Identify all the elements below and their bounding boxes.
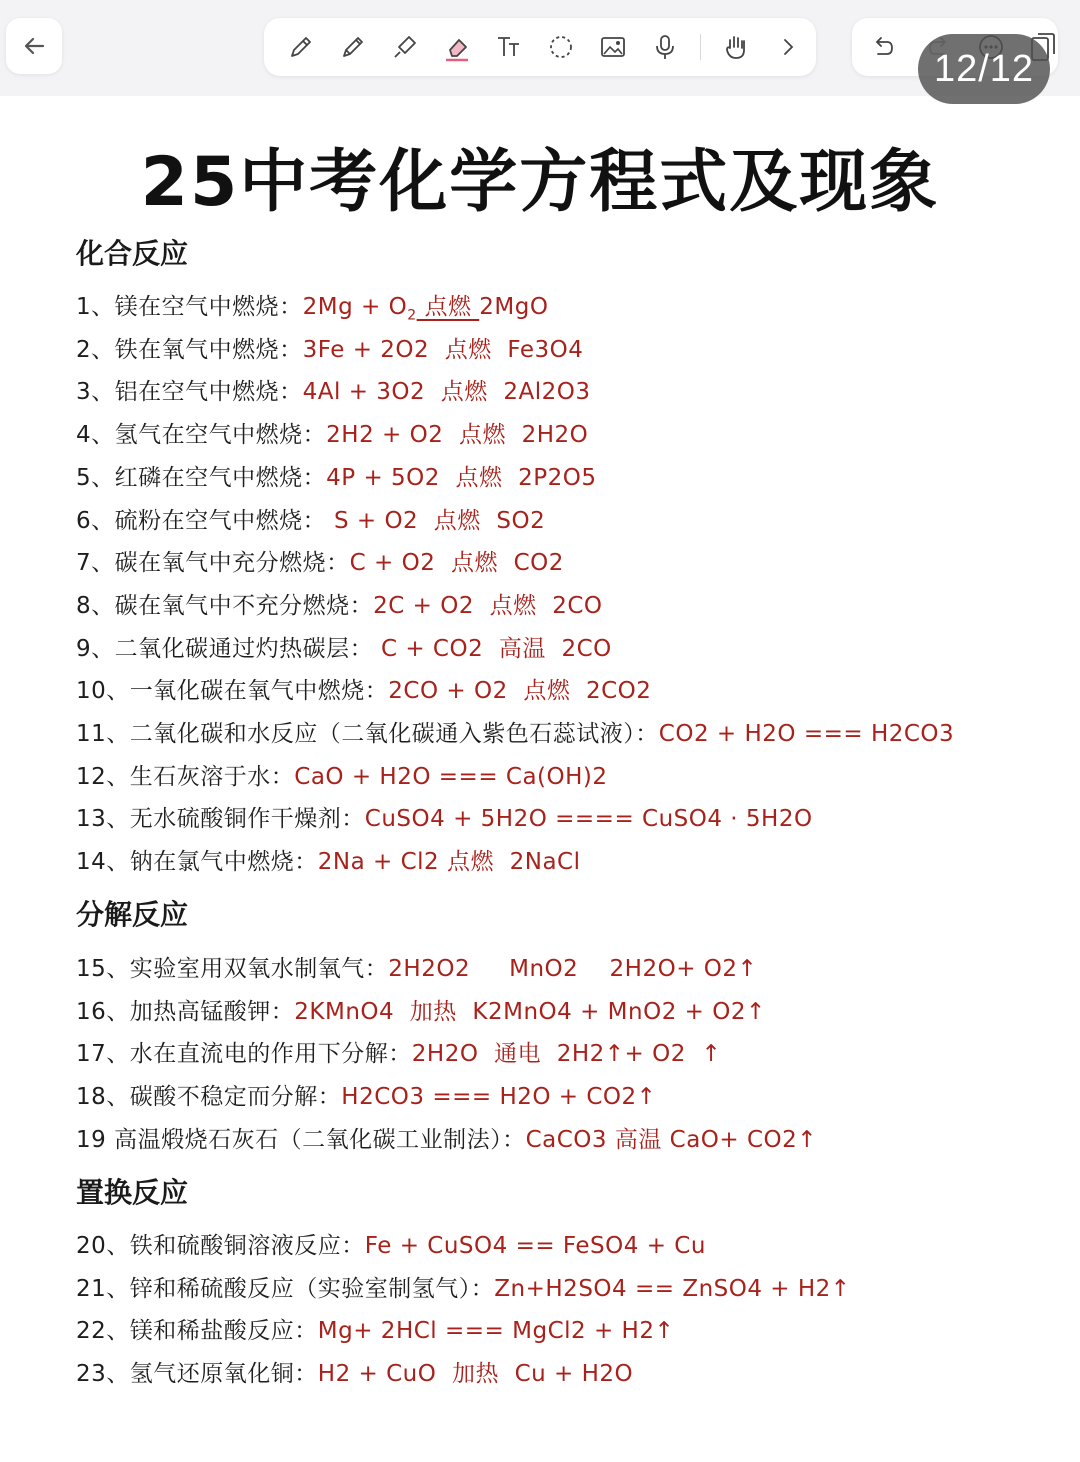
equation-item (76, 715, 954, 748)
equation-item (76, 331, 583, 364)
equation-item (76, 416, 588, 449)
more-tools-button[interactable] (771, 27, 805, 67)
hand-icon (721, 32, 751, 62)
chemical-equation: $2Mg + O_2$ 点燃 2MgO (302, 294, 549, 324)
chemical-equation: CaCO3 高温 CaO+ CO2↑ (525, 1126, 818, 1153)
chemical-equation: C + CO2 高温 2CO (373, 635, 612, 662)
back-button[interactable] (6, 18, 62, 74)
reaction-label: 9、二氧化碳通过灼热碳层： (76, 635, 374, 662)
chemical-equation: 2Na + Cl2 点燃 2NaCl (317, 849, 581, 876)
undo-icon[interactable] (868, 32, 898, 62)
highlighter-tool-button[interactable] (388, 27, 422, 67)
pencil-icon (338, 32, 368, 62)
reaction-label: 22、镁和稀盐酸反应： (76, 1318, 318, 1345)
reaction-label: 17、水在直流电的作用下分解： (76, 1041, 412, 1068)
reaction-label: 18、碳酸不稳定而分解： (76, 1084, 342, 1111)
hand-tool-button[interactable] (719, 27, 753, 67)
reaction-label: 15、实验室用双氧水制氧气： (76, 956, 389, 982)
equation-item (76, 1227, 706, 1260)
pen-icon (286, 32, 316, 62)
mic-tool-button[interactable] (648, 27, 682, 67)
reaction-label: 14、钠在氯气中燃烧： (76, 849, 318, 876)
chemical-equation: CaO + H2O === Ca(OH)2 (294, 763, 608, 790)
section-heading: 置换反应 (76, 1176, 189, 1209)
chemical-equation: 2H2O2 MnO2 2H2O+ O2↑ (388, 956, 758, 982)
reaction-label: 13、无水硫酸铜作干燥剂： (76, 806, 365, 833)
chemical-equation: Zn+H2SO4 == ZnSO4 + H2↑ (494, 1275, 851, 1302)
chemical-equation: Mg+ 2HCl === MgCl2 + H2↑ (317, 1318, 675, 1345)
equation-item (76, 373, 591, 406)
equation-item (76, 672, 651, 705)
toolbar-divider (700, 34, 701, 60)
chemical-equation: 2C + O2 点燃 2CO (373, 592, 603, 619)
chemical-equation: 2H2 + O2 点燃 2H2O (326, 422, 589, 449)
page-indicator: 12/12 (918, 34, 1050, 104)
arrow-left-icon (19, 31, 49, 61)
equation-item (76, 459, 597, 492)
chemical-equation: CO2 + H2O === H2CO3 (658, 721, 955, 747)
equation-item (76, 288, 548, 324)
equation-item (76, 1121, 817, 1154)
lasso-tool-button[interactable] (544, 27, 578, 67)
reaction-label: 12、生石灰溶于水： (76, 763, 295, 790)
text-tool-button[interactable] (492, 27, 526, 67)
reaction-label: 2、铁在氧气中燃烧： (76, 336, 303, 363)
equation-item (76, 1078, 656, 1111)
equation-item (76, 950, 757, 983)
lasso-icon (546, 32, 576, 62)
reaction-label: 11、二氧化碳和水反应（二氧化碳通入紫色石蕊试液）： (76, 721, 659, 747)
equation-item (76, 843, 581, 876)
eraser-tool-button[interactable] (440, 27, 474, 67)
chemical-equation: H2CO3 === H2O + CO2↑ (341, 1084, 657, 1111)
chemical-equation: 4Al + 3O2 点燃 2Al2O3 (302, 379, 591, 406)
highlighter-icon (390, 32, 420, 62)
image-icon (598, 32, 628, 62)
drawing-tools (264, 18, 816, 76)
equation-item (76, 630, 612, 663)
reaction-label: 19 高温煅烧石灰石（二氧化碳工业制法）： (76, 1126, 526, 1153)
reaction-label: 20、铁和硫酸铜溶液反应： (76, 1233, 365, 1259)
equation-item (76, 800, 813, 833)
reaction-label: 4、氢气在空气中燃烧： (76, 422, 327, 449)
chemical-equation: 2CO + O2 点燃 2CO2 (388, 678, 652, 705)
chemical-equation: CuSO4 + 5H2O ==== CuSO4 · 5H2O (364, 806, 813, 833)
reaction-label: 10、一氧化碳在氧气中燃烧： (76, 678, 389, 705)
chemical-equation: 2H2O 通电 2H2↑+ O2 ↑ (411, 1041, 722, 1068)
equation-item (76, 1312, 674, 1345)
top-toolbar (0, 0, 1080, 96)
chemical-equation: C + O2 点燃 CO2 (349, 550, 564, 577)
pen-tool-button[interactable] (284, 27, 318, 67)
equation-item (76, 587, 603, 620)
chemical-equation: 3Fe + 2O2 点燃 Fe3O4 (302, 336, 584, 363)
equation-item (76, 544, 564, 577)
section-heading: 分解反应 (76, 898, 189, 931)
equation-item (76, 1270, 851, 1303)
equation-item (76, 502, 545, 535)
chevron-right-icon (773, 32, 803, 62)
chemical-equation: 2KMnO4 加热 K2MnO4 + MnO2 + O2↑ (294, 998, 766, 1025)
chemical-equation: S + O2 点燃 SO2 (326, 507, 546, 534)
equation-item (76, 993, 766, 1026)
equation-item (76, 1355, 633, 1388)
page-title: 25中考化学方程式及现象 (140, 143, 940, 222)
reaction-label: 16、加热高锰酸钾： (76, 998, 295, 1025)
chemical-equation: 4P + 5O2 点燃 2P2O5 (326, 464, 597, 491)
chemical-equation: Fe + CuSO4 == FeSO4 + Cu (364, 1233, 706, 1259)
reaction-label: 5、红磷在空气中燃烧： (76, 464, 327, 491)
image-tool-button[interactable] (596, 27, 630, 67)
pencil-tool-button[interactable] (336, 27, 370, 67)
text-icon (494, 32, 524, 62)
reaction-label: 7、碳在氧气中充分燃烧： (76, 550, 350, 577)
eraser-icon (442, 32, 472, 62)
reaction-label: 23、氢气还原氧化铜： (76, 1361, 318, 1388)
reaction-label: 21、锌和稀硫酸反应（实验室制氢气）： (76, 1275, 495, 1302)
chemical-equation: H2 + CuO 加热 Cu + H2O (317, 1361, 634, 1388)
mic-icon (650, 32, 680, 62)
reaction-label: 1、镁在空气中燃烧： (76, 294, 303, 320)
section-heading: 化合反应 (76, 237, 189, 270)
equation-item (76, 758, 608, 791)
reaction-label: 8、碳在氧气中不充分燃烧： (76, 592, 374, 619)
reaction-label: 3、铝在空气中燃烧： (76, 379, 303, 406)
equation-item (76, 1035, 721, 1068)
reaction-label: 6、硫粉在空气中燃烧： (76, 507, 327, 534)
